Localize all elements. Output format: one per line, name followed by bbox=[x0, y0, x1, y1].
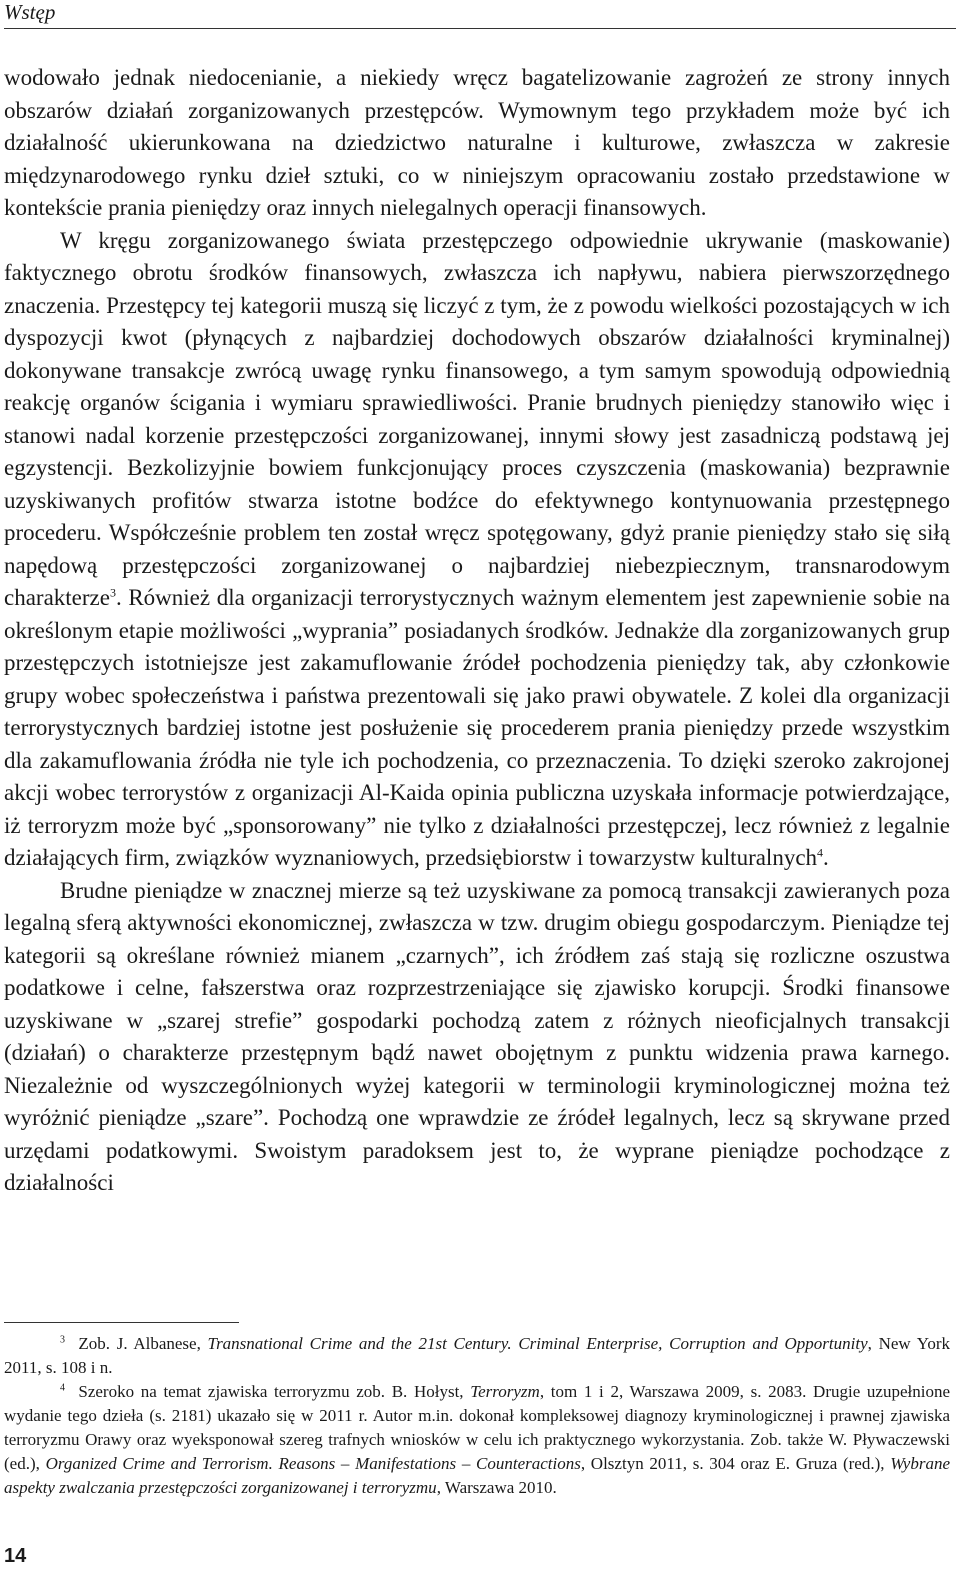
footnote-text: , Warszawa 2010. bbox=[436, 1478, 557, 1497]
footnote-number: 3 bbox=[60, 1334, 65, 1346]
paragraph-1: wodowało jednak niedocenianie, a niekiedy wręcz bagatelizowanie zagrożeń ze strony innych obszarów działań zorganizowanych przestępców. Wymownym tego przykładem może być ich działalność ukierunkowana na dziedzictwo naturalne i kulturowe, zwłaszcza w zakresie międzynarodowego rynku dzieł sztuki, co w niniejszym opracowaniu zostało przedstawione w kontekście prania pieniędzy oraz innych nielegalnych operacji finansowych. bbox=[4, 65, 950, 220]
paragraph-2-part-3: . bbox=[823, 845, 829, 870]
footnote-text: Zob. J. Albanese, bbox=[78, 1334, 208, 1353]
paragraph-2-part-1: W kręgu zorganizowanego świata przestępczego odpowiednie ukrywanie (maskowanie) faktycznego obrotu środków finansowych, zwłaszcza ich napływu, nabiera pierwszorzędnego znaczenia. Przestępcy tej kategorii muszą się liczyć z tym, że z powodu wielkości pozostających w ich dyspozycji kwot (płynących z najbardziej dochodowych obszarów działalności kryminalnej) dokonywane transakcje zwrócą uwagę rynku finansowego, a tym samym spowodują odpowiednią reakcję organów ścigania i wymiaru sprawiedliwości. Pranie brudnych pieniędzy stanowiło więc i stanowi nadal korzenie przestępczości zorganizowanej, innymi słowy jest zasadniczą podstawą jej egzystencji. Bezkolizyjnie bowiem funkcjonujący proces czyszczenia (maskowania) bezprawnie uzyskiwanych profitów stwarza istotne bodźce do efektywnego kontynuowania przestępnego procederu. Współcześnie problem ten został wręcz spotęgowany, gdyż pranie pieniędzy stało się siłą napędową przestępczości zorganizowanej o najbardziej niebezpiecznym, transnarodowym charakterze bbox=[4, 227, 950, 610]
footnote-number: 4 bbox=[60, 1382, 65, 1394]
footnote-title: Transnational Crime and the 21st Century. Criminal Enterprise, Corruption and Opportunity bbox=[207, 1334, 868, 1353]
page-number: 14 bbox=[4, 1545, 27, 1567]
paragraph-2 bbox=[4, 225, 950, 875]
footnote-3 bbox=[4, 1332, 950, 1380]
running-head-title: Wstęp bbox=[4, 0, 56, 24]
footnote-title: Wybrane aspekty zwalczania przestępczości zorganizowanej i terroryzmu bbox=[4, 1454, 950, 1497]
footnotes bbox=[4, 1332, 950, 1500]
footnote-text: , tom 1 i 2, Warszawa 2009, s. 2083. Drugie uzupełnione wydanie tego dzieła (s. 2181) ukazało się w 2011 r. Autor m.in. dokonał kompleksowej diagnozy kryminologicznej i prawnej zjawiska terroryzmu Orawy oraz wyeksponował szereg trafnych wniosków w celu ich praktycznego wykorzystania. Zob. także W. Pływaczewski (ed.), bbox=[4, 1382, 951, 1473]
footnote-ref-4[interactable]: 4 bbox=[817, 845, 824, 860]
footnote-4 bbox=[4, 1380, 950, 1500]
footnote-title: Organized Crime and Terrorism. Reasons – Manifestations – Counteractions bbox=[45, 1454, 581, 1473]
footnote-title: Terroryzm bbox=[470, 1382, 540, 1401]
footnote-text: , Olsztyn 2011, s. 304 oraz E. Gruza (red.), bbox=[580, 1454, 891, 1473]
footnote-separator bbox=[4, 1322, 239, 1323]
main-text bbox=[4, 62, 950, 1200]
paragraph-3: Brudne pieniądze w znacznej mierze są też uzyskiwane za pomocą transakcji zawieranych poza legalną sferą aktywności ekonomicznej, zwłaszcza w tzw. drugim obiegu gospodarczym. Pieniądze tej kategorii są określane również mianem „czarnych”, ich źródłem zaś stają się rozliczne oszustwa podatkowe i celne, fałszerstwa oraz rozprzestrzeniające się zjawisko korupcji. Środki finansowe uzyskiwane w „szarej strefie” gospodarki pochodzą zatem z różnych nieoficjalnych transakcji (działań) o charakterze przestępnym bądź nawet obojętnym z punktu widzenia prawa karnego. Niezależnie od wyszczególnionych wyżej kategorii w terminologii kryminologicznej można też wyróżnić pieniądze „szare”. Pochodzą one wprawdzie ze źródeł legalnych, lecz są skrywane przed urzędami podatkowymi. Swoistym paradoksem jest to, że wyprane pieniądze pochodzące z działalności bbox=[4, 877, 950, 1195]
footnote-text: , New York 2011, s. 108 i n. bbox=[4, 1334, 950, 1377]
paragraph-2-part-2: . Również dla organizacji terrorystycznych ważnym elementem jest zapewnienie sobie na określonym etapie możliwości „wyprania” posiadanych środków. Jednakże dla zorganizowanych grup przestępczych istotniejsze jest zakamuflowanie źródeł pochodzenia pieniędzy tak, aby członkowie grupy wobec społeczeństwa i państwa prezentowali się jako prawi obywatele. Z kolei dla organizacji terrorystycznych bardziej istotne jest posłużenie się procederem prania pieniędzy przede wszystkim dla zakamuflowania źródła nie tyle ich pochodzenia, co przeznaczenia. To dzięki szeroko zakrojonej akcji wobec terrorystów z organizacji Al-Kaida opinia publiczna uzyskała informacje potwierdzające, iż terroryzm może być „sponsorowany” nie tylko z działalności przestępczej, lecz również z legalnie działających firm, związków wyznaniowych, przedsiębiorstw i towarzystw kulturalnych bbox=[4, 585, 950, 870]
footnote-text: Szeroko na temat zjawiska terroryzmu zob. B. Hołyst, bbox=[78, 1382, 471, 1401]
header-rule bbox=[4, 28, 956, 29]
footnote-ref-3[interactable]: 3 bbox=[109, 585, 116, 600]
